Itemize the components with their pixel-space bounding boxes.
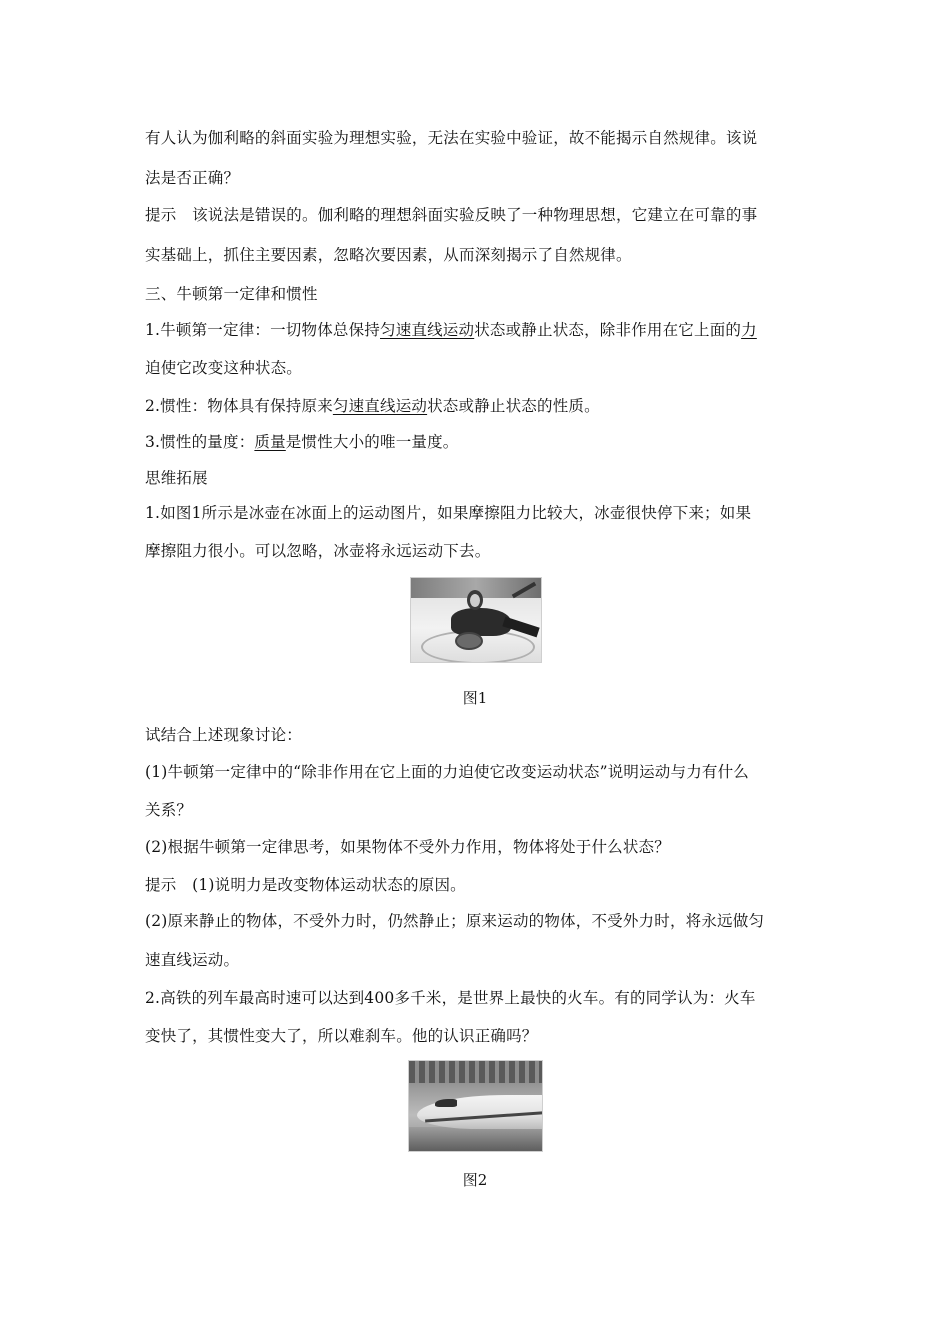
text-segment: 2.惯性：物体具有保持原来 <box>145 397 333 415</box>
hint-line: (2)原来静止的物体，不受外力时，仍然静止；原来运动的物体，不受外力时，将永远做匀 <box>145 912 765 930</box>
paragraph-line: 摩擦阻力很小。可以忽略，冰壶将永远运动下去。 <box>145 542 491 560</box>
paragraph-line: 有人认为伽利略的斜面实验为理想实验，无法在实验中验证，故不能揭示自然规律。该说 <box>145 129 758 147</box>
paragraph-line: 迫使它改变这种状态。 <box>145 359 303 377</box>
question-line: 关系？ <box>145 801 193 819</box>
question-line: (1)牛顿第一定律中的“除非作用在它上面的力迫使它改变运动状态”说明运动与力有什么 <box>145 763 750 781</box>
hint-line: 实基础上，抓住主要因素，忽略次要因素，从而深刻揭示了自然规律。 <box>145 246 632 264</box>
text-segment: 1.牛顿第一定律：一切物体总保持 <box>145 321 380 339</box>
definition-line-newton-first-law <box>145 320 815 340</box>
underlined-answer: 力 <box>741 321 757 339</box>
subsection-heading: 思维拓展 <box>145 469 208 487</box>
paragraph-line: 法是否正确？ <box>145 169 240 187</box>
figure-caption: 图1 <box>462 689 488 707</box>
underlined-answer: 质量 <box>254 433 286 451</box>
question-line: (2)根据牛顿第一定律思考，如果物体不受外力作用，物体将处于什么状态？ <box>145 838 670 856</box>
high-speed-train-photo <box>408 1060 543 1152</box>
text-segment: 3.惯性的量度： <box>145 433 255 451</box>
underlined-answer: 匀速直线运动 <box>380 321 475 339</box>
text-segment: 状态或静止状态，除非作用在它上面的 <box>474 321 742 339</box>
hint-line: 速直线运动。 <box>145 951 240 969</box>
underlined-answer: 匀速直线运动 <box>332 397 428 415</box>
hint-line: 提示 该说法是错误的。伽利略的理想斜面实验反映了一种物理思想，它建立在可靠的事 <box>145 206 758 224</box>
paragraph-line: 1.如图1所示是冰壶在冰面上的运动图片，如果摩擦阻力比较大，冰壶很快停下来；如果 <box>145 504 752 522</box>
text-segment: 是惯性大小的唯一量度。 <box>285 433 459 451</box>
question-line: 变快了，其惯性变大了，所以难刹车。他的认识正确吗？ <box>145 1027 538 1045</box>
question-line: 2.高铁的列车最高时速可以达到400多千米，是世界上最快的火车。有的同学认为：火车 <box>145 989 756 1007</box>
definition-line-inertia-measure <box>145 432 815 452</box>
hint-line: 提示 (1)说明力是改变物体运动状态的原因。 <box>145 876 466 894</box>
figure-caption: 图2 <box>462 1171 488 1189</box>
text-segment: 状态或静止状态的性质。 <box>427 397 600 415</box>
section-heading: 三、牛顿第一定律和惯性 <box>145 285 318 303</box>
curling-photo <box>410 577 542 663</box>
paragraph-line: 试结合上述现象讨论： <box>145 726 303 744</box>
definition-line-inertia <box>145 396 815 416</box>
